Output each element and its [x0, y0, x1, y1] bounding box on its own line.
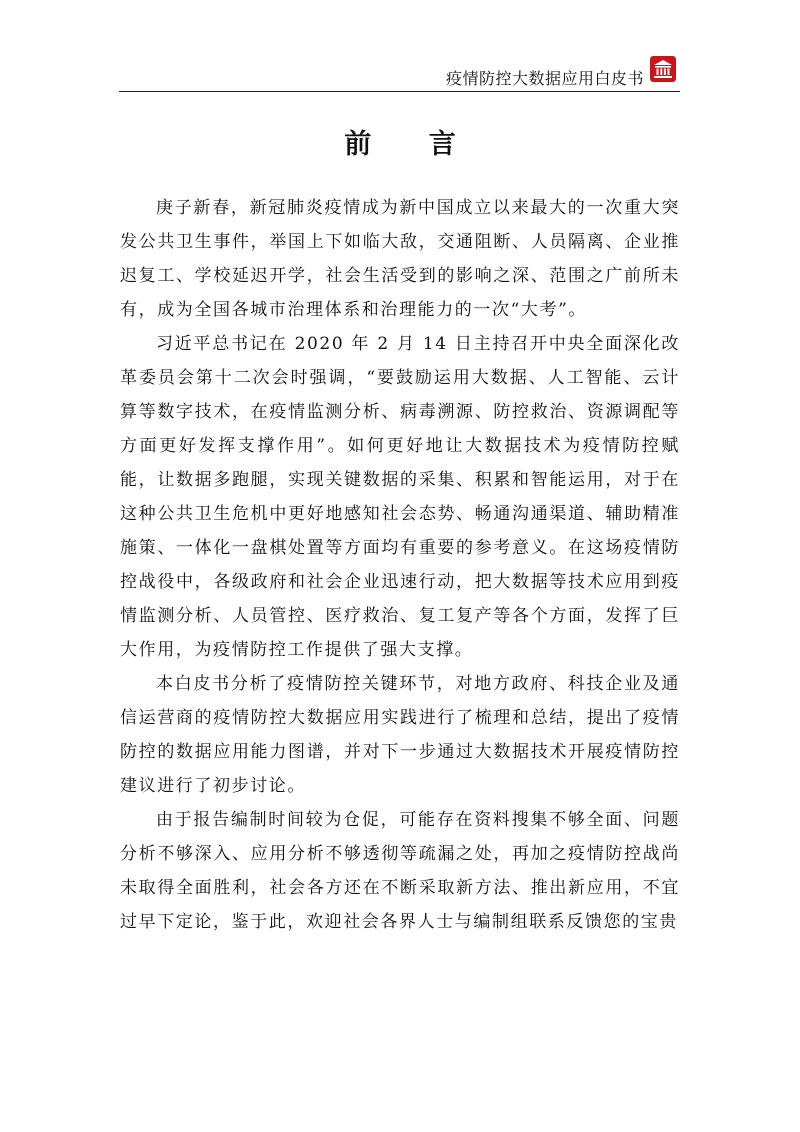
- body-text: [120, 191, 680, 939]
- paragraph-1: 庚子新春，新冠肺炎疫情成为新中国成立以来最大的一次重大突发公共卫生事件，举国上下如临大敌，交通阻断、人员隔离、企业推迟复工、学校延迟开学，社会生活受到的影响之深、范围之广前所未有，成为全国各城市治理体系和治理能力的一次“大考”。: [120, 198, 680, 320]
- page-title: 前 言: [344, 129, 480, 160]
- header-title: 疫情防控大数据应用白皮书: [445, 69, 644, 88]
- header-divider: [119, 91, 680, 92]
- institution-logo-icon: [650, 56, 676, 82]
- institution-logo-graphic: [650, 56, 676, 82]
- running-header: [119, 52, 680, 92]
- paragraph-4: 由于报告编制时间较为仓促，可能存在资料搜集不够全面、问题分析不够深入、应用分析不够透彻等疏漏之处，再加之疫情防控战尚未取得全面胜利，社会各方还在不断采取新方法、推出新应用，不宜过早下定论，鉴于此，欢迎社会各界人士与编制组联系反馈您的宝贵: [120, 810, 680, 932]
- paragraph-2: 习近平总书记在 2020 年 2 月 14 日主持召开中央全面深化改革委员会第十二次会时强调，“要鼓励运用大数据、人工智能、云计算等数字技术，在疫情监测分析、病毒溯源、防控救治、资源调配等方面更好发挥支撑作用”。如何更好地让大数据技术为疫情防控赋能，让数据多跑腿，实现关键数据的采集、积累和智能运用，对于在这种公共卫生危机中更好地感知社会态势、畅通沟通渠道、辅助精准施策、一体化一盘棋处置等方面均有重要的参考意义。在这场疫情防控战役中，各级政府和社会企业迅速行动，把大数据等技术应用到疫情监测分析、人员管控、医疗救治、复工复产等各个方面，发挥了巨大作用，为疫情防控工作提供了强大支撑。: [120, 334, 680, 660]
- paragraph-3: 本白皮书分析了疫情防控关键环节，对地方政府、科技企业及通信运营商的疫情防控大数据应用实践进行了梳理和总结，提出了疫情防控的数据应用能力图谱，并对下一步通过大数据技术开展疫情防控建议进行了初步讨论。: [120, 674, 680, 796]
